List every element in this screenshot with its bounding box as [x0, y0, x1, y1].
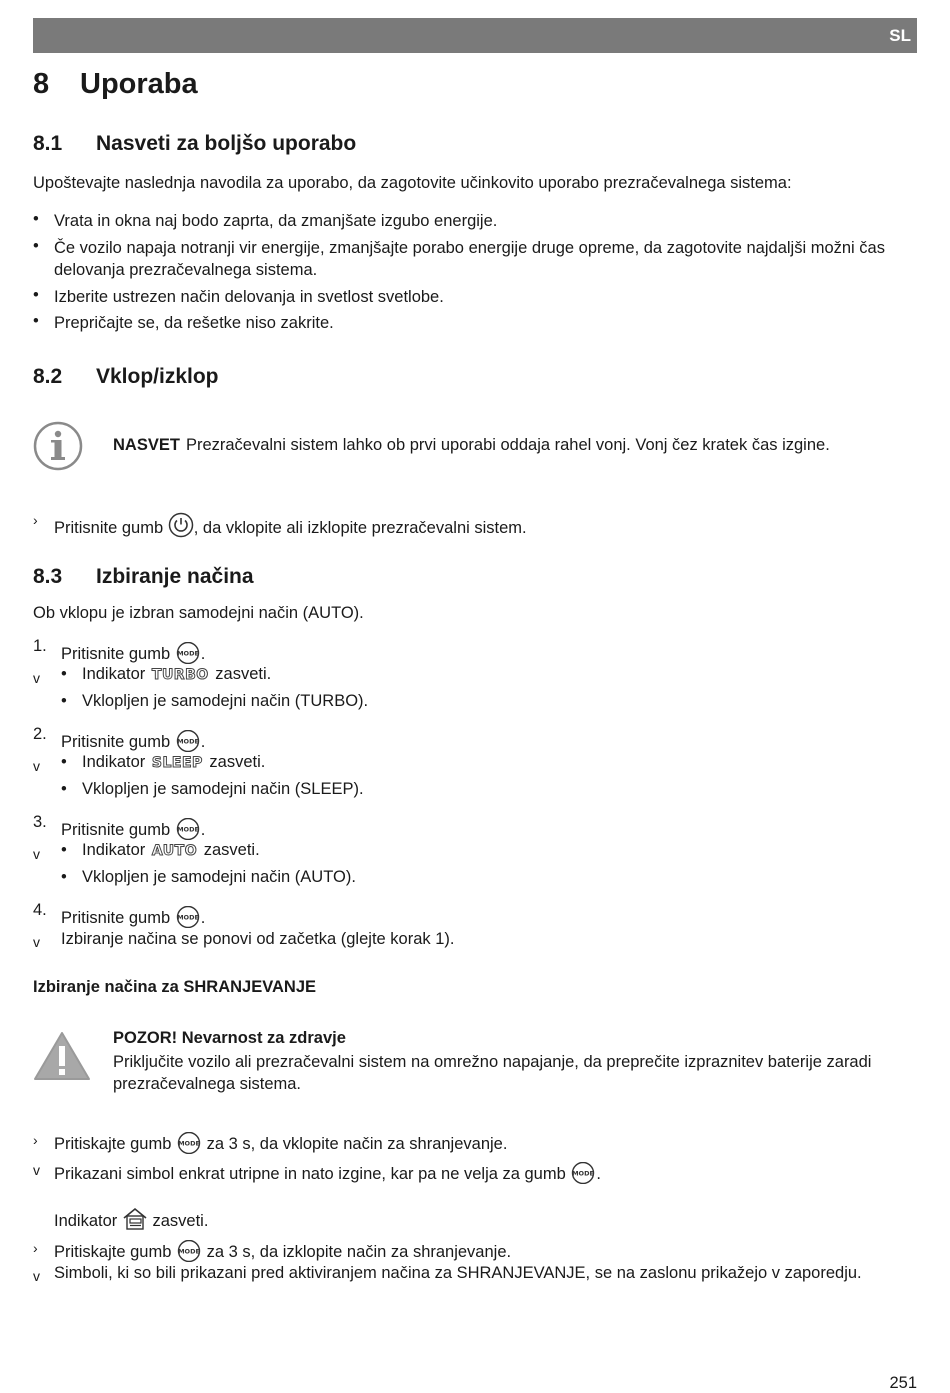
- step-action: [61, 818, 205, 840]
- action-text: Pritiskajte gumb: [54, 1243, 172, 1261]
- action-marker: ›: [33, 1240, 38, 1256]
- list-item-text: Če vozilo napaja notranji vir energije, zmanjšajte porabo energije druge opreme, da zagotovite najdaljši možni čas delovanja prezračevalnega sistema.: [54, 239, 885, 279]
- step-text: .: [200, 821, 206, 839]
- action-marker: ›: [33, 1132, 38, 1148]
- svg-text:MODE: MODE: [178, 1247, 200, 1256]
- action-text: , da vklopite ali izklopite prezračevalni sistem.: [193, 519, 527, 537]
- subsection-number: 8.2: [33, 365, 63, 388]
- step-text: Pritisnite gumb: [61, 645, 171, 663]
- result-marker: v: [33, 846, 40, 862]
- subsection-number: 8.3: [33, 565, 63, 588]
- svg-text:MODE: MODE: [178, 1139, 200, 1148]
- subsection-heading-8-3: [33, 565, 254, 589]
- bullet: •: [33, 237, 39, 255]
- result-text: zasveti.: [152, 1212, 209, 1230]
- step-number: 4.: [33, 901, 47, 919]
- action-text: Pritisnite gumb: [54, 519, 164, 537]
- subsection-title: Nasveti za boljšo uporabo: [96, 132, 357, 155]
- list-item-text: Vrata in okna naj bodo zaprta, da zmanjšate izgubo energije.: [54, 212, 498, 230]
- mode-button-icon: [175, 730, 201, 752]
- list-item: [33, 286, 919, 308]
- bullet: •: [61, 753, 67, 771]
- bullet: •: [33, 286, 39, 304]
- svg-text:MODE: MODE: [176, 913, 199, 922]
- auto-indicator-icon: AUTO: [151, 843, 198, 859]
- list-item-text: Prepričajte se, da rešetke niso zakrite.: [54, 314, 334, 332]
- svg-text:MODE: MODE: [572, 1169, 595, 1178]
- result-text: Indikator: [82, 665, 146, 683]
- mode-button-icon: [175, 818, 201, 840]
- step-result: Izbiranje načina se ponovi od začetka (glejte korak 1).: [61, 930, 455, 948]
- subsection-title: Vklop/izklop: [96, 365, 219, 388]
- header-bar: [33, 18, 917, 53]
- result-marker: v: [33, 934, 40, 950]
- result-mode: [61, 780, 364, 799]
- storage-mode-icon: [122, 1207, 148, 1231]
- svg-text:MODE: MODE: [176, 825, 199, 834]
- note-body: Prezračevalni sistem lahko ob prvi uporabi oddaja rahel vonj. Vonj čez kratek čas izgine.: [185, 436, 830, 454]
- intro-paragraph: Upoštevajte naslednja navodila za uporabo, da zagotovite učinkovito uporabo prezračevalnega sistema:: [33, 174, 792, 192]
- bullet: •: [61, 868, 67, 886]
- bullet: •: [61, 692, 67, 710]
- step-action: [61, 906, 205, 928]
- subsection-number: 8.1: [33, 132, 63, 155]
- result-marker: v: [33, 1268, 40, 1284]
- page-number: 251: [889, 1374, 917, 1392]
- turbo-indicator-icon: TURBO: [151, 667, 209, 683]
- result-text: Vklopljen je samodejni način (AUTO).: [82, 868, 356, 886]
- storage-result: [54, 1162, 601, 1184]
- result-text: Indikator: [82, 841, 146, 859]
- mode-button-icon: [175, 906, 201, 928]
- subsection-title: Izbiranje načina: [96, 565, 254, 588]
- mode-button-icon: [176, 1240, 202, 1262]
- result-text: Vklopljen je samodejni način (SLEEP).: [82, 780, 364, 798]
- language-code: SL: [889, 26, 911, 45]
- result-marker: v: [33, 1162, 40, 1178]
- step-text: Pritisnite gumb: [61, 733, 171, 751]
- action-text: Pritiskajte gumb: [54, 1135, 172, 1153]
- action-text: za 3 s, da izklopite način za shranjevanje.: [206, 1243, 512, 1261]
- storage-on-action: [54, 1132, 507, 1154]
- action-text: za 3 s, da vklopite način za shranjevanje.: [206, 1135, 508, 1153]
- step-text: .: [200, 909, 206, 927]
- result-text: Prikazani simbol enkrat utripne in nato izgine, kar pa ne velja za gumb: [54, 1165, 566, 1183]
- result-marker: v: [33, 670, 40, 686]
- list-item: [33, 237, 919, 281]
- note-label: NASVET: [113, 436, 180, 454]
- result-mode: [61, 868, 356, 887]
- step-text: .: [200, 733, 206, 751]
- bullet: •: [33, 210, 39, 228]
- bullet: •: [33, 312, 39, 330]
- result-text: Vklopljen je samodejni način (TURBO).: [82, 692, 369, 710]
- mode-button-icon: [175, 642, 201, 664]
- info-icon: [33, 421, 83, 471]
- step-text: Pritisnite gumb: [61, 909, 171, 927]
- list-item-text: Izberite ustrezen način delovanja in svetlost svetlobe.: [54, 288, 444, 306]
- mode-intro: Ob vklopu je izbran samodejni način (AUTO).: [33, 604, 364, 622]
- result-marker: v: [33, 758, 40, 774]
- result-mode: [61, 692, 368, 711]
- step-number: 2.: [33, 725, 47, 743]
- storage-off-action: [54, 1240, 511, 1262]
- result-text: zasveti.: [209, 753, 266, 771]
- step-number: 1.: [33, 637, 47, 655]
- svg-text:MODE: MODE: [176, 737, 199, 746]
- mode-button-icon: [176, 1132, 202, 1154]
- step-text: Pritisnite gumb: [61, 821, 171, 839]
- result-text: zasveti.: [203, 841, 260, 859]
- section-title: Uporaba: [80, 68, 198, 100]
- power-button-icon: [168, 512, 194, 538]
- mode-button-icon: [570, 1162, 596, 1184]
- result-text: zasveti.: [215, 665, 272, 683]
- subsection-heading-8-1: [33, 132, 356, 156]
- warning-text: Priključite vozilo ali prezračevalni sistem na omrežno napajanje, da preprečite izpraznitev baterije zaradi prezračevalnega sistema.: [113, 1053, 872, 1093]
- step-number: 3.: [33, 813, 47, 831]
- sleep-indicator-icon: SLEEP: [151, 755, 203, 771]
- svg-text:MODE: MODE: [176, 649, 199, 658]
- storage-mode-heading: Izbiranje načina za SHRANJEVANJE: [33, 978, 317, 996]
- power-action: [54, 512, 527, 538]
- result-text: .: [596, 1165, 601, 1183]
- result-text: Indikator: [54, 1212, 118, 1230]
- storage-indicator: [54, 1207, 208, 1231]
- step-action: [61, 730, 205, 752]
- list-item: [33, 210, 919, 232]
- note-text: [113, 436, 830, 455]
- warning-icon: [33, 1030, 91, 1082]
- section-number: 8: [33, 68, 50, 100]
- action-marker: ›: [33, 512, 38, 528]
- result-text: Indikator: [82, 753, 146, 771]
- warning-title: POZOR! Nevarnost za zdravje: [113, 1029, 346, 1047]
- section-heading: [33, 68, 198, 101]
- bullet: •: [61, 780, 67, 798]
- step-text: .: [200, 645, 206, 663]
- subsection-heading-8-2: [33, 365, 219, 389]
- list-item: [33, 312, 919, 334]
- bullet: •: [61, 841, 67, 859]
- result-indicator: [61, 665, 271, 684]
- result-indicator: [61, 753, 265, 772]
- result-indicator: [61, 841, 260, 860]
- bullet: •: [61, 665, 67, 683]
- storage-off-result: Simboli, ki so bili prikazani pred aktiviranjem načina za SHRANJEVANJE, se na zaslonu prikažejo v zaporedju.: [54, 1264, 862, 1282]
- step-action: [61, 642, 205, 664]
